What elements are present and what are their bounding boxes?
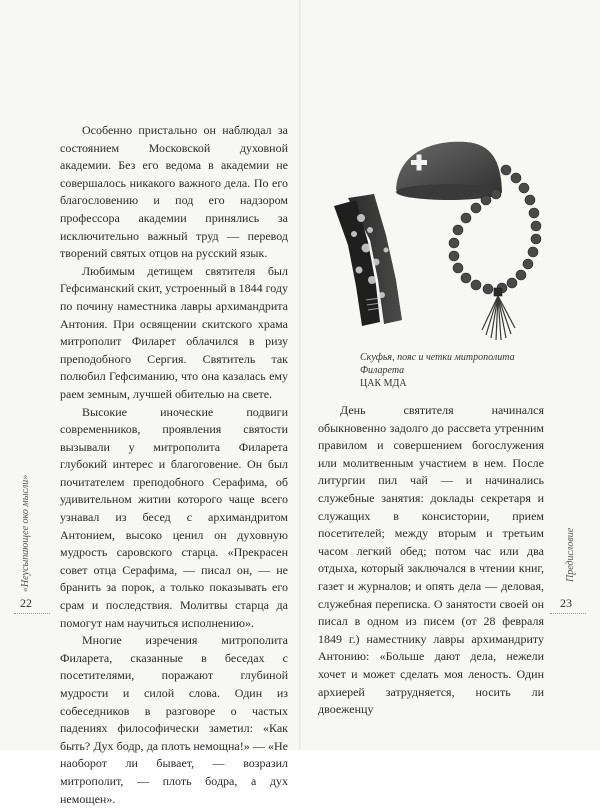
caption-line-1: Скуфья, пояс и четки митрополита (360, 352, 515, 363)
photo-caption (360, 351, 560, 390)
right-running-head: Предисловие (565, 527, 576, 582)
right-footer-rule (550, 613, 586, 614)
left-page-number: 22 (20, 596, 32, 610)
right-page-text (318, 402, 544, 719)
left-paragraph-1: Особенно пристально он наблюдал за состоянием Московской духовной академии. Без его ведома в академии не совершалось никакого важного дела. По его благословению и под его надзором профессора академии принялись за исключительно важный труд — перевод творений святых отцов на русский язык. (60, 123, 288, 261)
skufia-hat-icon (396, 142, 502, 200)
left-footer-rule (14, 613, 50, 614)
right-page-number: 23 (560, 596, 572, 610)
left-paragraph-4: Многие изречения митрополита Филарета, сказанные в беседах с посетителями, поражают глубиной мудрости и силой слова. Один из собеседников в разговоре о частых падениях философически заметил: «Как быть? Дух бодр, да плоть немощна!» — «Не наоборот ли бывает, — возразил митрополит, — плоть бодра, а дух немощен». (60, 633, 288, 806)
left-paragraph-3: Высокие иноческие подвиги современников, проявления святости вызывали у митрополита Филарета глубокий интерес и благоговение. Он был почитателем преподобного Серафима, об удивительном житии которого чаще всего узнавал из бесед с архимандритом Антонием, высоко ценил он духовную мудрость саровского старца. «Прекрасен совет отца Серафима, — писал он, — не бранить за порок, а только показывать его срам и последствия. Молитвы старца да помогут нам научиться исполнению». (60, 404, 288, 630)
belt-icon (334, 194, 402, 326)
artifact-photo (326, 130, 556, 345)
left-running-head: «Неусыпающее око мысли» (20, 474, 31, 592)
caption-line-2: Филарета (360, 365, 405, 376)
caption-credit: ЦАК МДА (360, 378, 407, 389)
left-paragraph-2: Любимым детищем святителя был Гефсиманский скит, устроенный в 1844 году по почину наместника лавры архимандрита Антония. При освящении скитского храма митрополит Филарет облачился в ризу преподобного Сергия. Святитель так полюбил Гефсиманию, что она казалась ему раем земным, лучшей обителью на свете. (60, 263, 288, 401)
book-gutter (299, 0, 301, 750)
left-page-text (60, 122, 288, 808)
right-paragraph-1: День святителя начинался обыкновенно задолго до рассвета утренним правилом и совершением богослужения или молитвенным участием в нем. После литургии пил чай — и начинались служебные занятия: доклады секретаря и служащих в консистории, прием посетителей; между вторым и третьим часом легкий обед; потом час или два отдыха, который заключался в чтении книг, газет и журналов; и опять дела — деловая, служебная переписка. О занятости своей он писал в одном из писем (от 28 февраля 1849 г.) наместнику лавры архимандриту Антонию: «Больше дают дела, нежели хочет и может сделать моя леность. Один архиерей затрудняется, носить ли двоеженцу (318, 403, 544, 717)
